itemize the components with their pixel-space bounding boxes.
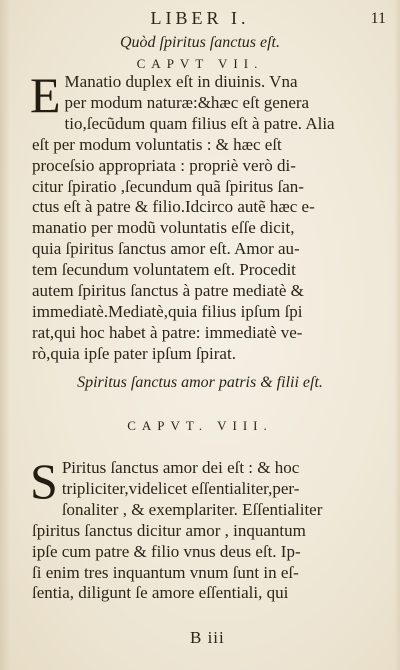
- chapter-8-text: [30, 453, 367, 604]
- text-line: manatio per modũ voluntatis eſſe dicit,: [32, 218, 295, 238]
- page-header: [0, 6, 400, 34]
- signature-mark: B iii: [190, 628, 225, 647]
- chapter-7-text: [30, 67, 367, 365]
- text-line: ſpiritus ſanctus dicitur amor , inquantum: [32, 520, 306, 540]
- chapter-8-title: Spiritus ſanctus amor patris & filii eſt.: [77, 374, 323, 391]
- text-line: tripliciter,videlicet eſſentialiter,per-: [61, 478, 300, 498]
- text-line: tio,ſecũdum quam filius eſt à patre. Alia: [64, 113, 335, 133]
- chapter-7-heading: CAPVT VII.: [136, 56, 264, 71]
- text-line: citur ſpiratio ,ſecundum quã ſpiritus ſan-: [32, 176, 304, 196]
- chapter-7-title: Quòd ſpiritus ſanctus eſt.: [120, 34, 280, 51]
- folio-number: 11: [370, 10, 386, 27]
- text-line: autem ſpiritus ſanctus à patre mediatè &: [32, 281, 304, 301]
- text-line: eſt per modum voluntatis : & hæc eſt: [32, 134, 282, 154]
- text-line: immediatè.Mediatè,quia filius ipſum ſpi: [32, 301, 303, 321]
- text-line: tem ſecundum voluntatem eſt. Procedit: [32, 260, 296, 280]
- text-line: Piritus ſanctus amor dei eſt : & hoc: [61, 458, 300, 477]
- text-line: quia ſpiritus ſanctus amor eſt. Amor au-: [32, 239, 300, 259]
- text-line: Manatio duplex eſt in diuinis. Vna: [64, 72, 298, 91]
- drop-cap-e: E: [30, 67, 61, 123]
- text-line: rò,quia ipſe pater ipſum ſpirat.: [32, 343, 236, 363]
- page-gutter-shadow: [0, 0, 10, 670]
- text-line: ipſe cum patre & filio vnus deus eſt. Ip-: [32, 541, 301, 561]
- chapter-8-heading: CAPVT. VIII.: [127, 418, 273, 433]
- text-line: ſonaliter , & exemplariter. Eſſentialiter: [61, 499, 323, 519]
- running-head: LIBER I.: [150, 8, 250, 28]
- text-line: ſi enim tres inquantum vnum ſunt in eſ-: [32, 562, 299, 582]
- text-line: ctus eſt à patre & filio.Idcirco autẽ hæc e-: [32, 197, 315, 217]
- drop-cap-s: S: [30, 453, 58, 509]
- text-line: per modum naturæ:&hæc eſt genera: [64, 92, 310, 112]
- text-line: ſentia, diligunt ſe amore eſſentiali, qui: [32, 583, 289, 603]
- text-line: rat,qui hoc habet à patre: immediatè ve-: [32, 322, 303, 342]
- text-line: proceſsio appropriata : propriè verò di-: [32, 155, 296, 175]
- page-edge-shadow: [394, 0, 400, 670]
